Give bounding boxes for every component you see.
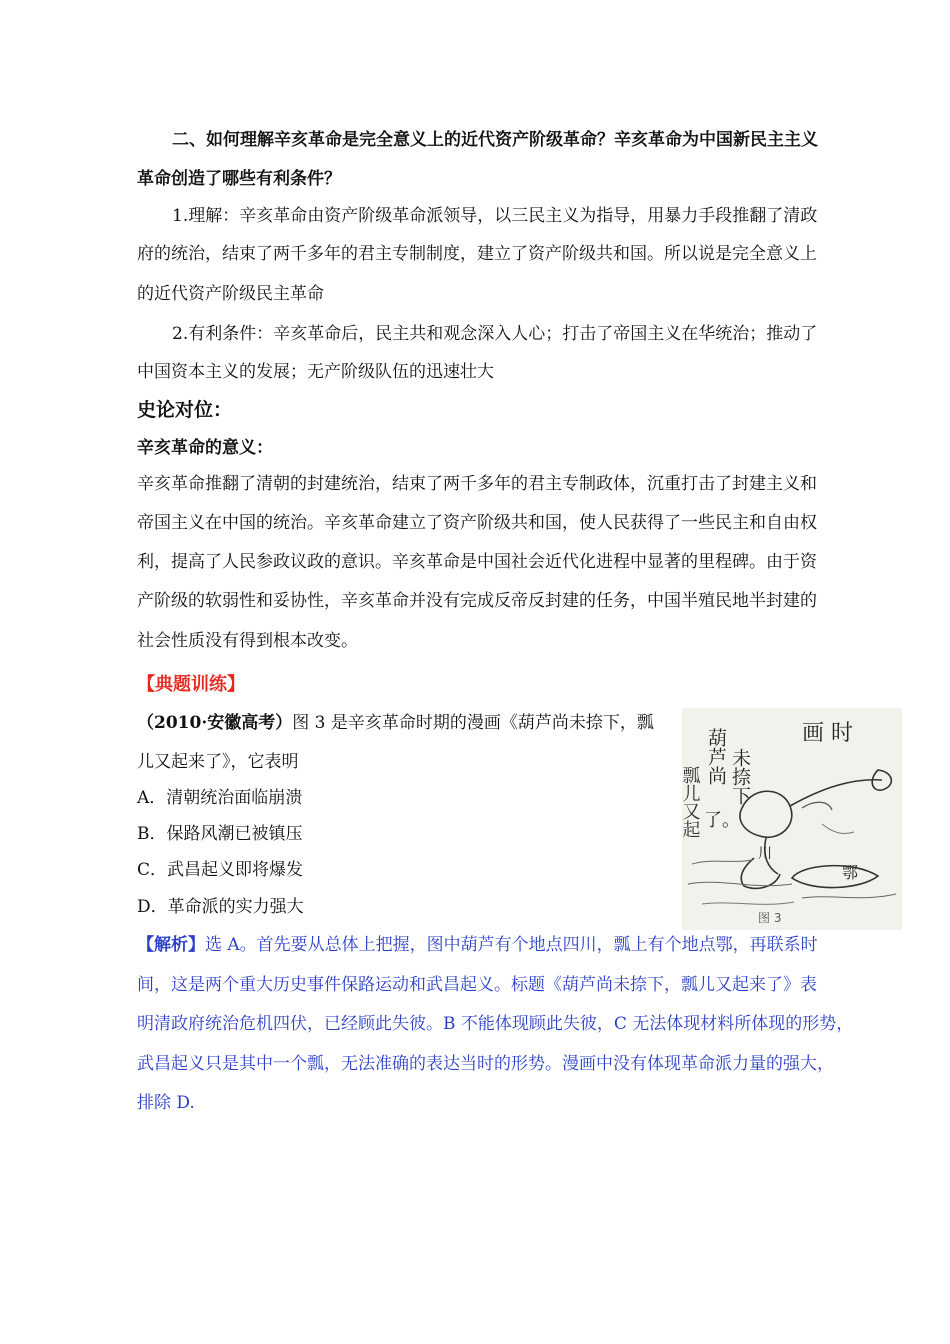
option-a: A．清朝统治面临崩溃 <box>137 788 303 808</box>
practice-heading: 【典题训练】 <box>137 674 245 695</box>
analysis-tag: 【解析】 <box>137 935 205 955</box>
ladle-label: 鄂 <box>842 863 859 882</box>
cartoon-figure-3 <box>679 708 902 930</box>
analysis-line2: 间，这是两个重大历史事件保路运动和武昌起义。标题《葫芦尚未捺下，瓢儿又起来了》表 <box>137 975 817 995</box>
gourd-label: 川 <box>758 846 772 862</box>
analysis-line5: 排除 D. <box>137 1093 195 1113</box>
practice-stem-line1 <box>137 711 654 735</box>
cartoon-vertical-end: 了。 <box>704 810 740 831</box>
practice-source: （2010·安徽高考） <box>137 713 293 733</box>
section2-question-line2: 革命创造了哪些有利条件？ <box>137 169 341 189</box>
shilun-line: 产阶级的软弱性和妥协性，辛亥革命并没有完成反帝反封建的任务，中国半殖民地半封建的 <box>137 591 817 611</box>
option-b: B．保路风潮已被镇压 <box>137 824 303 844</box>
section2-p2-line1: 2.有利条件：辛亥革命后，民主共和观念深入人心；打击了帝国主义在华统治；推动了 <box>172 324 818 344</box>
shilun-line: 社会性质没有得到根本改变。 <box>137 631 358 651</box>
section2-p2-line2: 中国资本主义的发展；无产阶级队伍的迅速壮大 <box>137 362 494 382</box>
shilun-line: 辛亥革命推翻了清朝的封建统治，结束了两千多年的君主专制政体，沉重打击了封建主义和 <box>137 474 817 494</box>
analysis-line3: 明清政府统治危机四伏，已经顾此失彼。B 不能体现顾此失彼，C 无法体现材料所体现的形势， <box>137 1014 854 1034</box>
shilun-line: 帝国主义在中国的统治。辛亥革命建立了资产阶级共和国，使人民获得了一些民主和自由权 <box>137 513 817 533</box>
analysis-line4: 武昌起义只是其中一个瓢，无法准确的表达当时的形势。漫画中没有体现革命派力量的强大， <box>137 1054 834 1074</box>
section2-p1-line2: 府的统治，结束了两千多年的君主专制制度，建立了资产阶级共和国。所以说是完全意义上 <box>137 244 817 264</box>
cartoon-vertical-text-mid: 葫芦尚 <box>705 728 727 785</box>
analysis-text: 选 A。首先要从总体上把握，图中葫芦有个地点四川，瓢上有个地点鄂，再联系时 <box>205 935 818 955</box>
section2-question-line1: 二、如何理解辛亥革命是完全意义上的近代资产阶级革命？辛亥革命为中国新民主主义 <box>172 130 818 150</box>
shilun-subheading: 辛亥革命的意义： <box>137 438 273 458</box>
cartoon-vertical-text-right: 未捺下 <box>729 748 751 805</box>
option-d: D．革命派的实力强大 <box>137 897 304 917</box>
option-c: C．武昌起义即将爆发 <box>137 860 304 880</box>
shilun-line: 利，提高了人民参政议政的意识。辛亥革命是中国社会近代化进程中显著的里程碑。由于资 <box>137 552 817 572</box>
practice-stem-text: 图 3 是辛亥革命时期的漫画《葫芦尚未捺下，瓢 <box>292 713 654 733</box>
practice-stem-line2: 儿又起来了》，它表明 <box>137 752 299 772</box>
section2-p1-line1: 1.理解：辛亥革命由资产阶级革命派领导，以三民主义为指导，用暴力手段推翻了清政 <box>172 206 818 226</box>
section2-p1-line3: 的近代资产阶级民主革命 <box>137 284 324 304</box>
cartoon-vertical-text-left: 瓢儿又起 <box>679 766 701 838</box>
figure-caption: 图 3 <box>758 911 782 925</box>
shilun-heading: 史论对位： <box>137 399 233 421</box>
cartoon-title: 画 时 <box>802 721 853 746</box>
analysis-line1 <box>137 933 818 957</box>
